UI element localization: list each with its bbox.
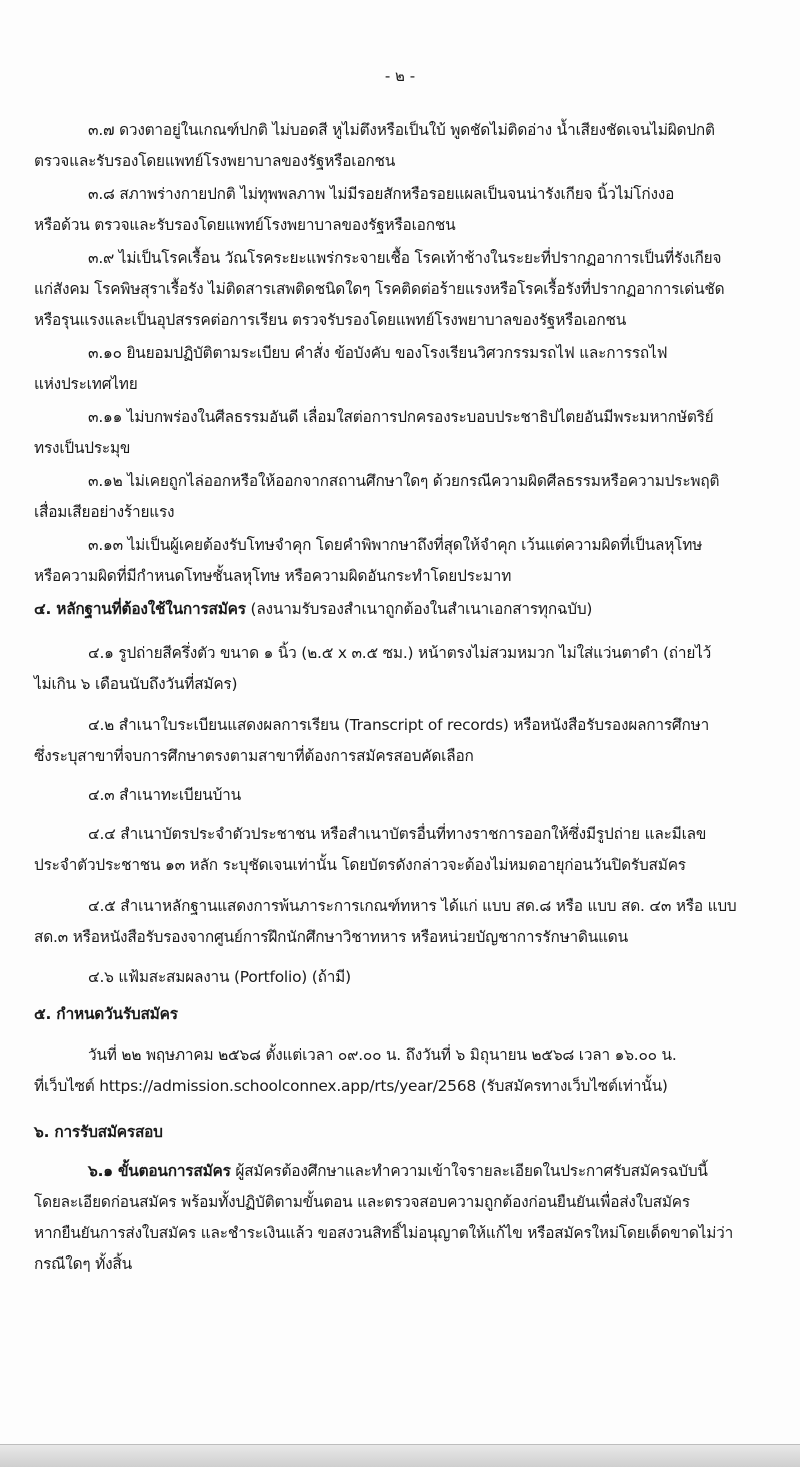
- section-5-line-1: วันที่ ๒๒ พฤษภาคม ๒๕๖๘ ตั้งแต่เวลา ๐๙.๐๐ น. ถึงวันที่ ๖ มิถุนายน ๒๕๖๘ เวลา ๑๖.๐๐ น.: [88, 1046, 677, 1064]
- item-4-1-line-1: ๔.๑ รูปถ่ายสีครึ่งตัว ขนาด ๑ นิ้ว (๒.๕ x ๓.๕ ซม.) หน้าตรงไม่สวมหมวก ไม่ใส่แว่นตาดำ (ถ่ายไว้: [88, 644, 712, 662]
- section-6-line-1: [88, 1160, 708, 1182]
- section-6-1-text: ผู้สมัครต้องศึกษาและทำความเข้าใจรายละเอียดในประกาศรับสมัครฉบับนี้: [230, 1162, 708, 1180]
- item-3-8-line-1: ๓.๘ สภาพร่างกายปกติ ไม่ทุพพลภาพ ไม่มีรอยสักหรือรอยแผลเป็นจนน่ารังเกียจ นิ้วไม่โก่งงอ: [88, 185, 675, 203]
- section-6-title: ๖. การรับสมัครสอบ: [34, 1123, 163, 1141]
- page-number: - ๒ -: [384, 67, 416, 85]
- item-4-4-line-2: ประจำตัวประชาชน ๑๓ หลัก ระบุชัดเจนเท่านั้น โดยบัตรดังกล่าวจะต้องไม่หมดอายุก่อนวันปิดรับสมัคร: [34, 856, 686, 874]
- section-6-1-label: ๖.๑ ขั้นตอนการสมัคร: [88, 1162, 231, 1180]
- scan-bottom-edge: [0, 1444, 800, 1467]
- item-4-4-line-1: ๔.๔ สำเนาบัตรประจำตัวประชาชน หรือสำเนาบัตรอื่นที่ทางราชการออกให้ซึ่งมีรูปถ่าย และมีเลข: [88, 825, 707, 843]
- item-3-11-line-1: ๓.๑๑ ไม่บกพร่องในศีลธรรมอันดี เลื่อมใสต่อการปกครองระบอบประชาธิปไตยอันมีพระมหากษัตริย์: [88, 408, 714, 426]
- item-3-9-line-2: แก่สังคม โรคพิษสุราเรื้อรัง ไม่ติดสารเสพติดชนิดใดๆ โรคติดต่อร้ายแรงหรือโรคเรื้อรังที่ปรากฏอาการเด่นชัด: [34, 280, 725, 298]
- item-4-3-line-1: ๔.๓ สำเนาทะเบียนบ้าน: [88, 786, 241, 804]
- item-3-13-line-1: ๓.๑๓ ไม่เป็นผู้เคยต้องรับโทษจำคุก โดยคำพิพากษาถึงที่สุดให้จำคุก เว้นแต่ความผิดที่เป็นลหุโทษ: [88, 536, 703, 554]
- item-4-1-line-2: ไม่เกิน ๖ เดือนนับถึงวันที่สมัคร): [34, 675, 238, 693]
- item-3-9-line-1: ๓.๙ ไม่เป็นโรคเรื้อน วัณโรคระยะแพร่กระจายเชื้อ โรคเท้าช้างในระยะที่ปรากฏอาการเป็นที่รังเกียจ: [88, 249, 722, 267]
- item-4-6-line-1: ๔.๖ แฟ้มสะสมผลงาน (Portfolio) (ถ้ามี): [88, 968, 351, 986]
- item-4-2-line-1: ๔.๒ สำเนาใบระเบียนแสดงผลการเรียน (Transcript of records) หรือหนังสือรับรองผลการศึกษา: [88, 716, 710, 734]
- item-3-10-line-1: ๓.๑๐ ยินยอมปฏิบัติตามระเบียบ คำสั่ง ข้อบังคับ ของโรงเรียนวิศวกรรมรถไฟ และการรถไฟ: [88, 344, 668, 362]
- item-3-12-line-2: เสื่อมเสียอย่างร้ายแรง: [34, 503, 175, 521]
- item-4-2-line-2: ซึ่งระบุสาขาที่จบการศึกษาตรงตามสาขาที่ต้องการสมัครสอบคัดเลือก: [34, 747, 474, 765]
- item-3-12-line-1: ๓.๑๒ ไม่เคยถูกไล่ออกหรือให้ออกจากสถานศึกษาใดๆ ด้วยกรณีความผิดศีลธรรมหรือความประพฤติ: [88, 472, 720, 490]
- section-4-title: ๔. หลักฐานที่ต้องใช้ในการสมัคร: [34, 600, 246, 618]
- section-6-line-3: หากยืนยันการส่งใบสมัคร และชำระเงินแล้ว ขอสงวนสิทธิ์ไม่อนุญาตให้แก้ไข หรือสมัครใหม่โดยเด็ดขาดไม่ว่า: [34, 1224, 734, 1242]
- section-5-line-2: ที่เว็บไซต์ https://admission.schoolconnex.app/rts/year/2568 (รับสมัครทางเว็บไซต์เท่านั้น): [34, 1077, 668, 1095]
- item-3-7-line-1: ๓.๗ ดวงตาอยู่ในเกณฑ์ปกติ ไม่บอดสี หูไม่ตึงหรือเป็นใบ้ พูดชัดไม่ติดอ่าง น้ำเสียงชัดเจนไม่ผิดปกติ: [88, 121, 715, 139]
- item-4-5-line-1: ๔.๕ สำเนาหลักฐานแสดงการพ้นภาระการเกณฑ์ทหาร ได้แก่ แบบ สด.๘ หรือ แบบ สด. ๔๓ หรือ แบบ: [88, 897, 737, 915]
- item-3-9-line-3: หรือรุนแรงและเป็นอุปสรรคต่อการเรียน ตรวจรับรองโดยแพทย์โรงพยาบาลของรัฐหรือเอกชน: [34, 311, 627, 329]
- item-3-11-line-2: ทรงเป็นประมุข: [34, 439, 131, 457]
- item-4-5-line-2: สด.๓ หรือหนังสือรับรองจากศูนย์การฝึกนักศึกษาวิชาทหาร หรือหน่วยบัญชาการรักษาดินแดน: [34, 928, 628, 946]
- section-6-line-4: กรณีใดๆ ทั้งสิ้น: [34, 1255, 132, 1273]
- section-5-title: ๕. กำหนดวันรับสมัคร: [34, 1005, 178, 1023]
- item-3-13-line-2: หรือความผิดที่มีกำหนดโทษชั้นลหุโทษ หรือความผิดอันกระทำโดยประมาท: [34, 567, 512, 585]
- section-6-line-2: โดยละเอียดก่อนสมัคร พร้อมทั้งปฏิบัติตามขั้นตอน และตรวจสอบความถูกต้องก่อนยืนยันเพื่อส่งใบสมัคร: [34, 1193, 690, 1211]
- item-3-8-line-2: หรือด้วน ตรวจและรับรองโดยแพทย์โรงพยาบาลของรัฐหรือเอกชน: [34, 216, 456, 234]
- section-4-note: (ลงนามรับรองสำเนาถูกต้องในสำเนาเอกสารทุกฉบับ): [245, 600, 593, 618]
- item-3-10-line-2: แห่งประเทศไทย: [34, 375, 138, 393]
- item-3-7-line-2: ตรวจและรับรองโดยแพทย์โรงพยาบาลของรัฐหรือเอกชน: [34, 152, 396, 170]
- section-4-heading: [34, 598, 592, 620]
